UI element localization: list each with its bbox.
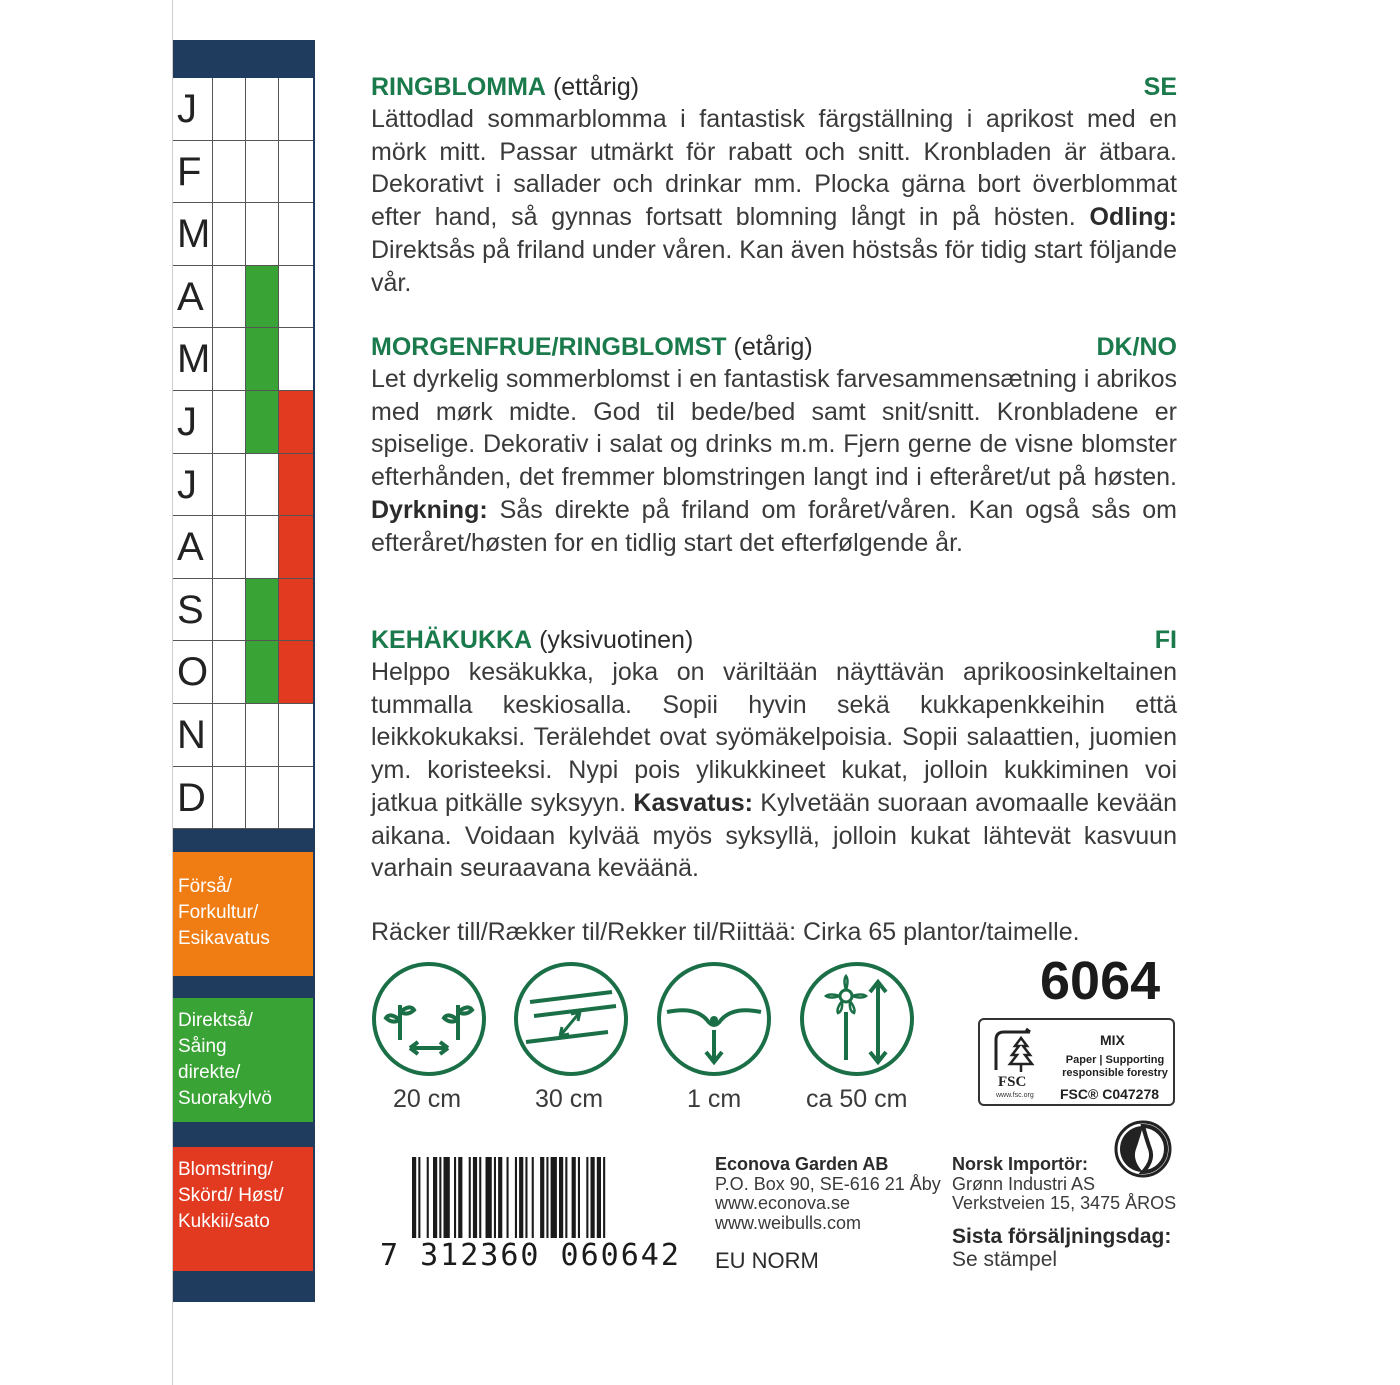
- bloom-cell: [279, 579, 313, 641]
- direct-sow-cell: [246, 579, 279, 641]
- calendar-month-row: [173, 391, 313, 454]
- body-text: Let dyrkelig sommerblomst i en fantastisk farvesammensætning i abrikos med mørk midte. God til bede/bed samt snit/snitt. Kronbladene er spiselige. Dekorativ i salat og drinks m.m. Fjern gerne de visne blomster efterhånden, det fremmer blomstringen langt ind i efteråret/ut på høsten.: [371, 365, 1177, 492]
- month-label: J: [173, 454, 213, 516]
- sowing-depth-icon: [655, 960, 773, 1078]
- last-sale-date: [952, 1225, 1171, 1271]
- plant-spacing-icon: [370, 960, 488, 1078]
- body-text-2: Kylvetään suoraan avomaalle kevään aikana. Voidaan kylvää myös syksyllä, jolloin kukat lähtevät kasvuun varhain seuraavana keväänä.: [371, 788, 1177, 883]
- bloom-cell: [279, 454, 313, 516]
- company-web-1: www.econova.se: [715, 1193, 851, 1213]
- body-text-2: Sås direkte på friland om foråret/våren. Kan også sås om efteråret/høsten for en tidlig start det efterfølgende år.: [371, 495, 1178, 557]
- section-subtitle: (etårig): [733, 333, 813, 361]
- legend-presow-label: Förså/ Forkultur/ Esikavatus: [178, 876, 270, 949]
- presow-cell: [213, 328, 246, 390]
- section-body: [371, 363, 1177, 559]
- month-label: A: [173, 266, 213, 328]
- legend-bloom-label: Blomstring/ Skörd/ Høst/ Kukkii/sato: [178, 1159, 284, 1232]
- legend-direct-sow: [173, 998, 313, 1122]
- section-heading: [371, 625, 1177, 656]
- calendar-month-row: [173, 767, 313, 830]
- fsc-tree-icon: [990, 1026, 1052, 1078]
- body-text: Helppo kesäkukka, joka on väriltään näyttävän aprikoosinkeltainen tummalla keskiosalla. Sopii hyvin sekä kukkapenkkeihin että leikkokukaksi. Terälehdet ovat syömäkelpoisia. Sopii salaattien, juomien ym. koristeeksi. Nypi pois ylikukkineet kukat, jolloin kukkiminen voi jatkua pitkälle syksyyn.: [371, 658, 1177, 817]
- direct-sow-cell: [246, 641, 279, 703]
- bloom-cell: [279, 141, 313, 203]
- depth-label: 1 cm: [687, 1085, 742, 1113]
- bloom-cell: [279, 704, 313, 766]
- fsc-logo: [978, 1018, 1175, 1106]
- importer-address: Verkstveien 15, 3475 ÅROS: [952, 1193, 1177, 1213]
- language-code: SE: [1143, 73, 1177, 101]
- month-label: F: [173, 141, 213, 203]
- month-label: M: [173, 328, 213, 390]
- section-heading: [371, 332, 1177, 363]
- company-name: Econova Garden AB: [715, 1154, 889, 1174]
- bloom-cell: [279, 203, 313, 265]
- direct-sow-cell: [246, 516, 279, 578]
- company-address: [715, 1155, 941, 1233]
- direct-sow-cell: [246, 78, 279, 140]
- bloom-cell: [279, 767, 313, 829]
- last-sale-title: Sista försäljningsdag:: [952, 1225, 1172, 1248]
- direct-sow-cell: [246, 454, 279, 516]
- month-label: O: [173, 641, 213, 703]
- fsc-paper-text: Paper | Supporting responsible forestry: [1062, 1054, 1168, 1079]
- legend-presow: [173, 852, 313, 976]
- eu-norm: EU NORM: [715, 1248, 819, 1273]
- presow-cell: [213, 704, 246, 766]
- plant-height-icon: [798, 960, 916, 1078]
- section-body: [371, 656, 1177, 885]
- month-label: A: [173, 516, 213, 578]
- calendar-month-row: [173, 454, 313, 517]
- month-label: S: [173, 579, 213, 641]
- language-code: DK/NO: [1096, 333, 1177, 361]
- presow-cell: [213, 78, 246, 140]
- direct-sow-cell: [246, 767, 279, 829]
- body-label: Kasvatus:: [633, 788, 753, 817]
- body-label: Dyrkning:: [371, 495, 488, 524]
- bloom-cell: [279, 516, 313, 578]
- section-fi: [371, 625, 1177, 885]
- section-se: [371, 72, 1177, 299]
- direct-sow-cell: [246, 203, 279, 265]
- body-label: Odling:: [1089, 203, 1177, 232]
- bloom-cell: [279, 266, 313, 328]
- bloom-cell: [279, 391, 313, 453]
- presow-cell: [213, 203, 246, 265]
- direct-sow-cell: [246, 704, 279, 766]
- fsc-mix: MIX: [1100, 1032, 1125, 1048]
- sowing-calendar: [173, 40, 315, 1302]
- last-sale-value: Se stämpel: [952, 1248, 1058, 1271]
- presow-cell: [213, 767, 246, 829]
- bloom-cell: [279, 328, 313, 390]
- month-label: J: [173, 78, 213, 140]
- calendar-month-row: [173, 641, 313, 704]
- importer-title: Norsk Importör:: [952, 1154, 1089, 1174]
- bloom-cell: [279, 78, 313, 140]
- company-web-2: www.weibulls.com: [715, 1212, 862, 1233]
- section-dk-no: [371, 332, 1177, 559]
- fsc-label: FSC: [998, 1074, 1027, 1090]
- presow-cell: [213, 141, 246, 203]
- presow-cell: [213, 391, 246, 453]
- month-label: M: [173, 203, 213, 265]
- green-dot-recycle-icon: [1114, 1120, 1172, 1178]
- calendar-month-row: [173, 704, 313, 767]
- row-spacing-icon: [512, 960, 630, 1078]
- direct-sow-cell: [246, 141, 279, 203]
- calendar-month-row: [173, 516, 313, 579]
- calendar-month-row: [173, 328, 313, 391]
- section-title: KEHÄKUKKA: [371, 626, 533, 654]
- calendar-month-row: [173, 78, 313, 141]
- calendar-month-row: [173, 141, 313, 204]
- calendar-month-row: [173, 203, 313, 266]
- article-number: 6064: [1040, 951, 1161, 1011]
- calendar-grid: [173, 78, 313, 829]
- presow-cell: [213, 641, 246, 703]
- section-title: RINGBLOMMA: [371, 73, 546, 101]
- row-spacing-label: 30 cm: [535, 1085, 604, 1113]
- calendar-month-row: [173, 579, 313, 642]
- fsc-website: www.fsc.org: [996, 1092, 1034, 1099]
- section-heading: [371, 72, 1177, 103]
- legend-direct-label: Direktså/ Såing direkte/ Suorakylvö: [178, 1010, 272, 1109]
- direct-sow-cell: [246, 391, 279, 453]
- fsc-license-code: FSC® C047278: [1060, 1086, 1160, 1102]
- presow-cell: [213, 454, 246, 516]
- month-label: J: [173, 391, 213, 453]
- body-text-2: Direktsås på friland under våren. Kan även höstsås för tidig start följande vår.: [371, 235, 1177, 297]
- month-label: D: [173, 767, 213, 829]
- importer-name: Grønn Industri AS: [952, 1173, 1096, 1194]
- section-body: [371, 103, 1177, 299]
- spacing-label: 20 cm: [393, 1085, 462, 1113]
- body-text: Lättodlad sommarblomma i fantastisk färgställning i aprikost med en mörk mitt. Passar utmärkt för rabatt och snitt. Kronbladen är ätbara. Dekorativt i sallader och drinkar mm. Plocka gärna bort överblommat efter hand, så gynnas fortsatt blomning långt in på hösten.: [371, 105, 1177, 232]
- section-title: MORGENFRUE/RINGBLOMST: [371, 333, 727, 361]
- company-street: P.O. Box 90, SE-616 21 Åby: [715, 1173, 941, 1194]
- legend-bloom: [173, 1147, 313, 1271]
- presow-cell: [213, 516, 246, 578]
- barcode-number: 7 312360 060642: [380, 1238, 681, 1273]
- presow-cell: [213, 266, 246, 328]
- month-label: N: [173, 704, 213, 766]
- direct-sow-cell: [246, 328, 279, 390]
- language-code: FI: [1154, 626, 1177, 654]
- bloom-cell: [279, 641, 313, 703]
- calendar-month-row: [173, 266, 313, 329]
- section-subtitle: (ettårig): [552, 73, 640, 101]
- direct-sow-cell: [246, 266, 279, 328]
- height-label: ca 50 cm: [806, 1085, 908, 1113]
- presow-cell: [213, 579, 246, 641]
- section-subtitle: (yksivuotinen): [539, 626, 694, 654]
- yield-info: Räcker till/Rækker til/Rekker til/Riittää: Cirka 65 plantor/taimelle.: [371, 918, 1080, 946]
